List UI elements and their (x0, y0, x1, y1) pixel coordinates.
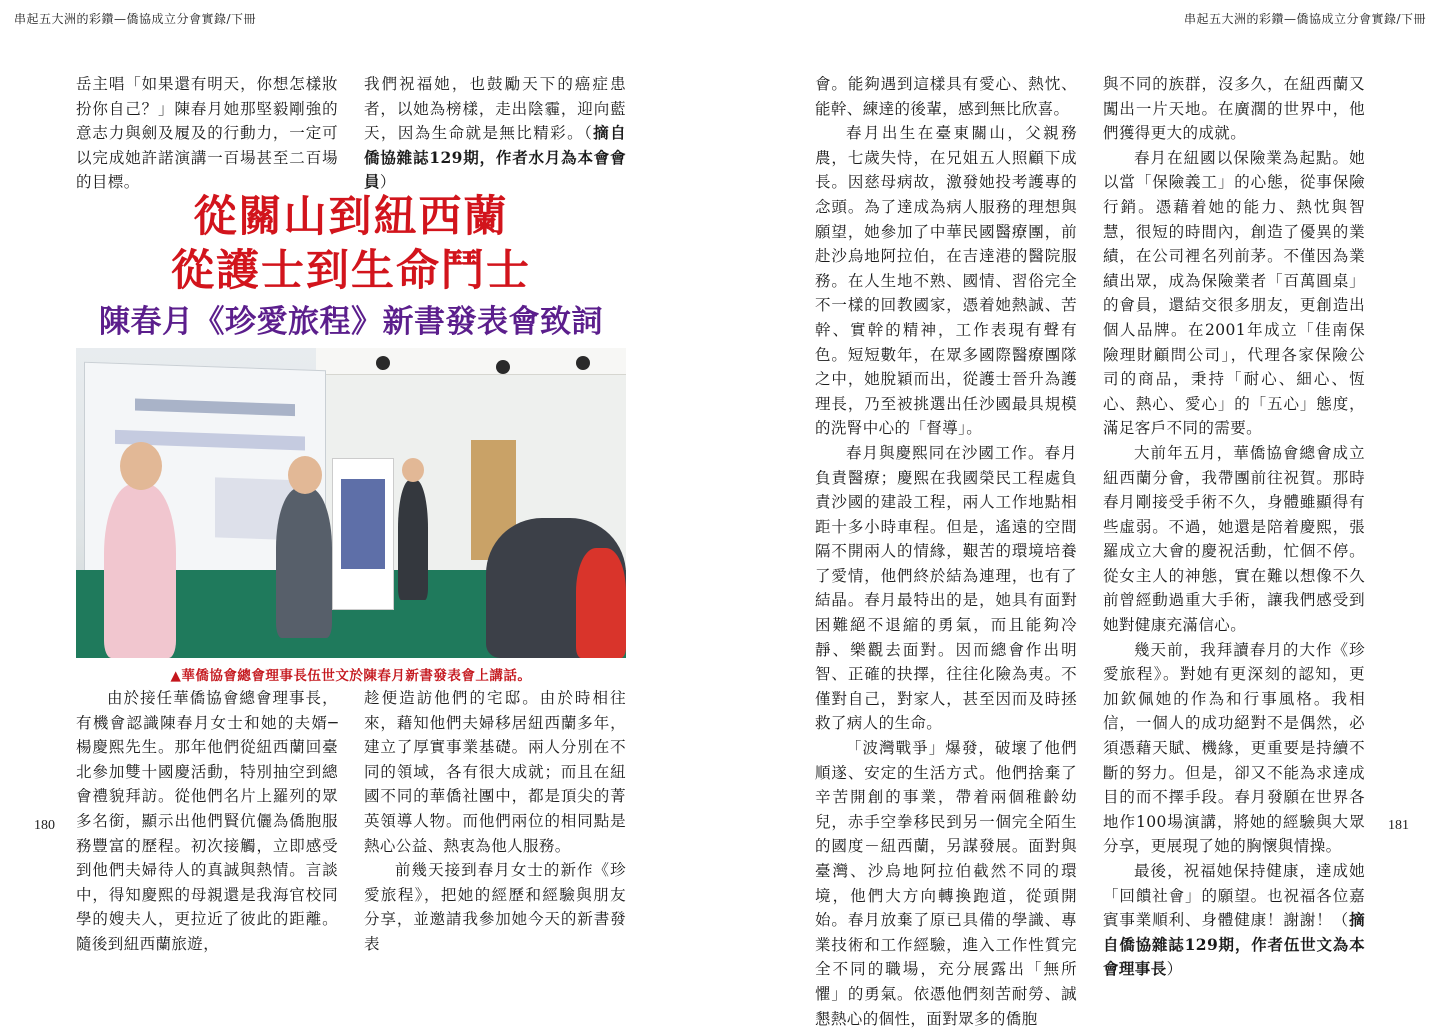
paragraph: 前幾天接到春月女士的新作《珍愛旅程》，把她的經歷和經驗與朋友分享，並邀請我參加她今天的新書發表 (364, 861, 626, 953)
right-col1 (815, 72, 1077, 1031)
citation: 摘自僑協雜誌129期，作者伍世文為本會理事長 (1103, 910, 1365, 979)
title-line-2: 從護士到生命鬥士 (171, 246, 531, 296)
ceiling-light-icon (576, 356, 590, 370)
left-col2-top (364, 72, 626, 195)
paragraph: 與不同的族群，沒多久，在紐西蘭又闖出一片天地。在廣濶的世界中，他們獲得更大的成就。 (1103, 75, 1365, 143)
running-header-left: 串起五大洲的彩鑽—僑協成立分會實錄/下冊 (14, 12, 257, 26)
page-number-right: 181 (1388, 818, 1409, 833)
paragraph: 最後，祝福她保持健康，達成她「回饋社會」的願望。也祝福各位嘉賓事業順利、身體健康！謝謝！（摘自僑協雜誌129期，作者伍世文為本會理事長） (1103, 862, 1365, 979)
page-number-left: 180 (34, 818, 55, 833)
title-line-3: 陳春月《珍愛旅程》新書發表會致詞 (99, 304, 603, 340)
paragraph: 「波灣戰爭」爆發，破壞了他們順遂、安定的生活方式。他們捨棄了辛苦開創的事業，帶着兩個稚齡幼兒，赤手空拳移民到另一個完全陌生的國度－紐西蘭，另謀發展。面對與臺灣、沙烏地阿拉伯截然不同的環境，他們大方向轉換跑道，從頭開始。春月放棄了原已具備的學識、專業技術和工作經驗，進入工作性質完全不同的職場，充分展露出「無所懼」的勇氣。依憑他們刻苦耐勞、誠懇熱心的個性，面對眾多的僑胞 (815, 739, 1077, 1028)
left-page (0, 0, 720, 985)
left-col2-bottom (364, 686, 626, 957)
paragraph: 春月與慶熙同在沙國工作。春月負責醫療；慶熙在我國榮民工程處負責沙國的建設工程，兩人工作地點相距十多小時車程。但是，遙遠的空間隔不開兩人的情緣，艱苦的環境培養了愛情，他們終於結為連理，也有了結晶。春月最特出的是，她具有面對困難絕不退縮的勇氣，而且能夠冷靜、樂觀去面對。因而總會作出明智、正確的抉擇，往往化險為夷。不僅對自己，對家人，甚至因而及時拯救了病人的生命。 (815, 443, 1077, 733)
woman-speaker (104, 484, 176, 658)
paragraph: 我們祝福她，也鼓勵天下的癌症患者，以她為榜樣，走出陰霾，迎向藍天，因為生命就是無比精彩。（摘自僑協雜誌129期，作者水月為本會會員） (364, 75, 626, 192)
left-col1-bottom (76, 686, 338, 957)
title-line-1: 從關山到紐西蘭 (193, 192, 509, 242)
right-page (720, 0, 1440, 1028)
event-photo (76, 348, 626, 658)
right-col2 (1103, 72, 1365, 982)
citation: 摘自僑協雜誌129期，作者水月為本會會員 (364, 123, 626, 192)
ceiling-light-icon (496, 360, 510, 374)
seated-woman-red (576, 548, 626, 658)
paragraph: 春月出生在臺東關山，父親務農，七歲失恃，在兄姐五人照顧下成長。因慈母病故，激發她投考護專的念頭。為了達成為病人服務的理想與願望，她參加了中華民國醫療團，前赴沙烏地阿拉伯，在吉達港的醫院服務。在人生地不熟、國情、習俗完全不一樣的回教國家，憑着她熱誠、苦幹、實幹的精神，工作表現有聲有色。短短數年，在眾多國際醫療團隊之中，她脫穎而出，從護士晉升為護理長，乃至被挑選出任沙國最具規模的洗腎中心的「督導」。 (815, 124, 1077, 438)
paragraph: 大前年五月，華僑協會總會成立紐西蘭分會，我帶團前往祝賀。那時春月剛接受手術不久，身體雖顯得有些虛弱。不過，她還是陪着慶熙，張羅成立大會的慶祝活動，忙個不停。從女主人的神態，實在難以想像不久前曾經動過重大手術，讓我們感受到她對健康充滿信心。 (1103, 443, 1365, 635)
article-title (78, 190, 624, 344)
paragraph: 由於接任華僑協會總會理事長，有機會認識陳春月女士和她的夫婿─楊慶熙先生。那年他們從紐西蘭回臺北參加雙十國慶活動，特別抽空到總會禮貌拜訪。從他們名片上羅列的眾多名銜，顯示出他們賢伉儷為僑胞服務豐富的歷程。初次接觸，立即感受到他們夫婦待人的真誠與熱情。言談中，得知慶熙的母親還是我海官校同學的嫂夫人，更拉近了彼此的距離。隨後到紐西蘭旅遊， (76, 689, 338, 953)
standing-man (398, 480, 428, 600)
paragraph: 會。能夠遇到這樣具有愛心、熱忱、能幹、練達的後輩，感到無比欣喜。 (815, 75, 1077, 118)
left-col1-top (76, 72, 338, 195)
paragraph: 趁便造訪他們的宅邸。由於時相往來，藉知他們夫婦移居紐西蘭多年，建立了厚實事業基礎。兩人分別在不同的領域，各有很大成就；而且在紐國不同的華僑社團中，都是頂尖的菁英領導人物。而他們兩位的相同點是熱心公益、熱衷為他人服務。 (364, 689, 626, 855)
paragraph: 春月在紐國以保險業為起點。她以當「保險義工」的心態，從事保險行銷。憑藉着她的能力、熱忱與智慧，很短的時間內，創造了優異的業績，在公司裡名列前茅。不僅因為業績出眾，成為保險業者「百萬圓桌」的會員，還結交很多朋友，更創造出個人品牌。在2001年成立「佳南保險理財顧問公司」，代理各家保險公司的商品，秉持「耐心、細心、恆心、熱心、愛心」的「五心」態度，滿足客戶不同的需要。 (1103, 148, 1365, 438)
paragraph: 岳主唱「如果還有明天，你想怎樣妝扮你自己？」陳春月她那堅毅剛強的意志力與劍及履及的行動力，一定可以完成她許諾演講一百場甚至二百場的目標。 (76, 75, 338, 192)
man-speaker (276, 488, 332, 638)
paragraph: 幾天前，我拜讀春月的大作《珍愛旅程》。對她有更深刻的認知，更加欽佩她的作為和行事風格。我相信，一個人的成功絕對不是偶然，必須憑藉天賦、機緣，更重要是持續不斷的努力。但是，卻又不能為求達成目的而不擇手段。春月發願在世界各地作100場演講，將她的經驗與大眾分享，更展現了她的胸懷與情操。 (1103, 640, 1365, 856)
ceiling-light-icon (376, 356, 390, 370)
photo-caption: ▲華僑協會總會理事長伍世文於陳春月新書發表會上講話。 (170, 668, 532, 684)
running-header-right: 串起五大洲的彩鑽—僑協成立分會實錄/下冊 (1183, 12, 1426, 26)
book-banner (332, 458, 394, 610)
